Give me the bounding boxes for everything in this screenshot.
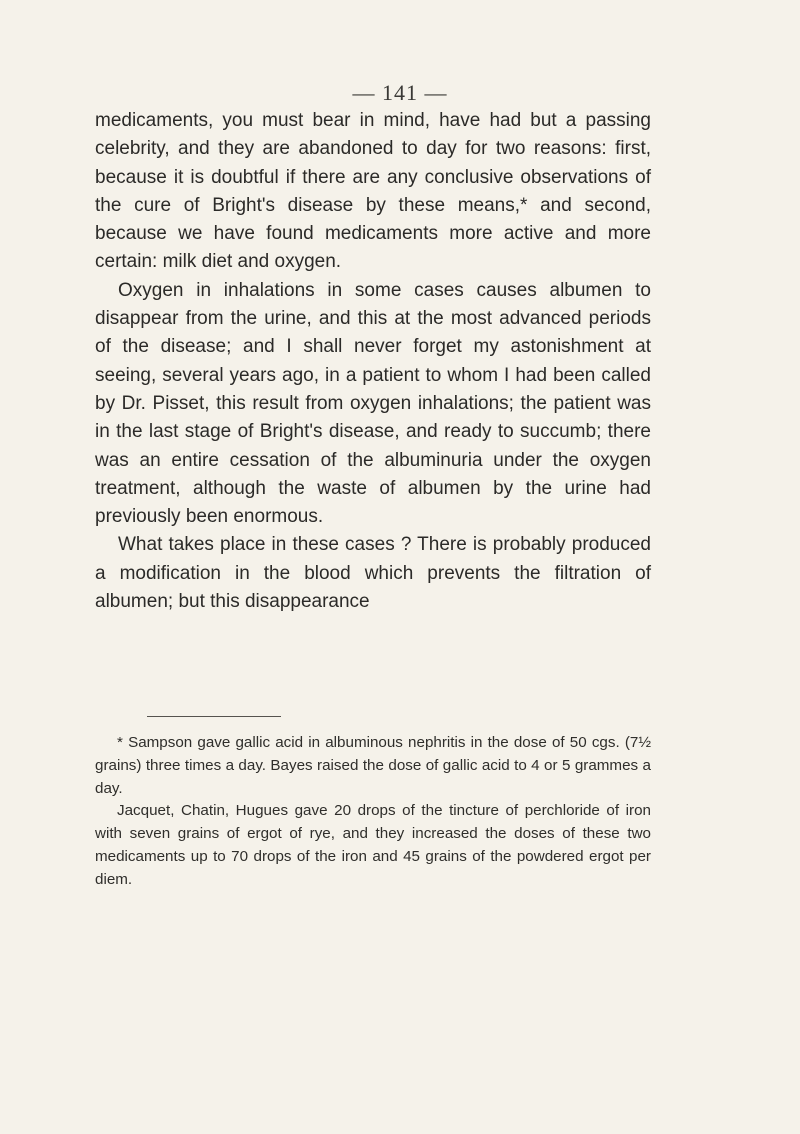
paragraph-what-takes-place: What takes place in these cases ? There is probably produced a modification in the blood which prevents the filtration of albumen; but this disappearance	[95, 534, 651, 613]
footnote-jacquet: Jacquet, Chatin, Hugues gave 20 drops of the tincture of perchloride of iron with seven grains of ergot of rye, and they increased the doses of these two medicaments up to 70 drops of the iron and 45 grains of the powdered ergot per diem.	[95, 802, 651, 888]
paragraph-continued: medicaments, you must bear in mind, have had but a passing celebrity, and they are abandoned to day for two reasons: first, because it is doubtful if there are any conclusive observations of the cure of Bright's disease by these means,* and second, because we have found medicaments more active and more certain: milk diet and oxygen.	[95, 110, 651, 273]
main-text	[95, 107, 651, 616]
footnotes	[95, 732, 651, 892]
footnote-separator	[147, 716, 281, 717]
page-number: — 141 —	[352, 80, 448, 105]
footnote-sampson: * Sampson gave gallic acid in albuminous nephritis in the dose of 50 cgs. (7½ grains) three times a day. Bayes raised the dose of gallic acid to 4 or 5 grammes a day.	[95, 734, 651, 797]
paragraph-oxygen: Oxygen in inhalations in some cases causes albumen to disappear from the urine, and this at the most advanced periods of the disease; and I shall never forget my astonishment at seeing, several years ago, in a patient to whom I had been called by Dr. Pisset, this result from oxygen inhalations; the patient was in the last stage of Bright's disease, and ready to succumb; there was an entire cessation of the albuminuria under the oxygen treatment, although the waste of albumen by the urine had previously been enormous.	[95, 279, 651, 528]
